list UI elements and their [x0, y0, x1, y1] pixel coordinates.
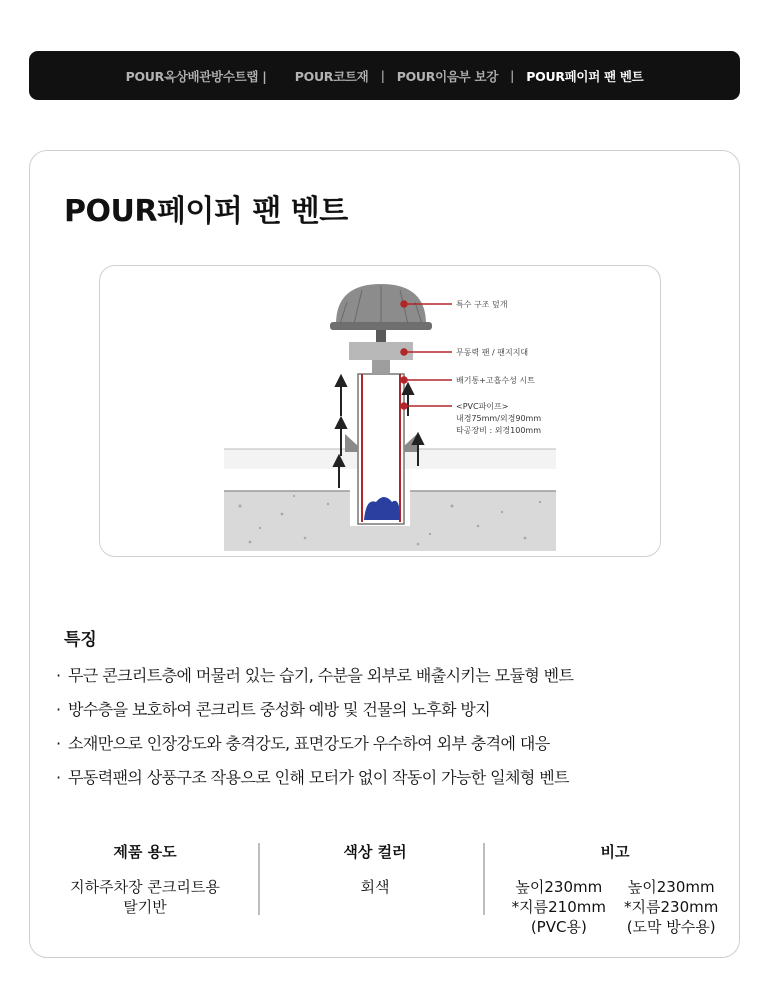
- feature-text: 무근 콘크리트층에 머물러 있는 습기, 수분을 외부로 배출시키는 모듈형 벤트: [68, 666, 574, 685]
- remark-diameter: *지름230mm: [624, 898, 719, 916]
- spec-remarks: [490, 837, 740, 937]
- flange-left: [345, 434, 358, 452]
- spec-table: [30, 837, 741, 947]
- list-item: [56, 727, 573, 761]
- remark-type: (PVC용): [530, 918, 587, 936]
- spec-color-head: 색상 컬러: [343, 843, 407, 861]
- bullet: ·: [56, 666, 61, 685]
- nav-separator: |: [510, 68, 515, 83]
- spec-usage-line2: 탈기반: [123, 898, 167, 916]
- label-pipe-title: <PVC파이프>: [456, 402, 509, 411]
- feature-text: 무동력팬의 상풍구조 작용으로 인해 모터가 없이 작동이 가능한 일체형 벤트: [68, 768, 569, 787]
- remark-pvc: [512, 877, 606, 937]
- remark-type: (도막 방수용): [626, 918, 716, 936]
- nav-item-paper-fan-vent[interactable]: POUR페이퍼 팬 벤트: [526, 68, 644, 84]
- label-pipe-size: 내경75mm/외경90mm: [456, 414, 542, 423]
- spec-usage-head: 제품 용도: [113, 843, 177, 861]
- bullet: ·: [56, 768, 61, 787]
- remark-coating: [624, 877, 718, 937]
- feature-text: 소재만으로 인장강도와 충격강도, 표면강도가 우수하여 외부 충격에 대응: [68, 734, 550, 753]
- features-list: [56, 659, 573, 795]
- vent-cross-section-diagram: [100, 266, 661, 557]
- label-cover: 특수 구조 덮개: [456, 300, 508, 309]
- spec-color-value: 회색: [360, 878, 390, 896]
- nav-item-trap[interactable]: POUR옥상배관방수트랩 |: [125, 68, 267, 84]
- nav-item-coat[interactable]: POUR코트재: [294, 68, 369, 84]
- product-title: POUR페이퍼 팬 벤트: [64, 194, 348, 229]
- fan-shaft: [372, 360, 390, 374]
- label-drill-size: 타공장비 : 외경100mm: [456, 426, 542, 435]
- features-heading: 특징: [64, 630, 97, 650]
- spec-remarks-head: 비고: [600, 843, 630, 861]
- remark-height: 높이230mm: [627, 878, 715, 896]
- remark-diameter: *지름210mm: [511, 898, 606, 916]
- remark-height: 높이230mm: [515, 878, 603, 896]
- product-card: [29, 150, 740, 958]
- list-item: [56, 659, 573, 693]
- bullet: ·: [56, 700, 61, 719]
- nav-item-joint[interactable]: POUR이음부 보강: [396, 68, 499, 84]
- spec-usage-line1: 지하주차장 콘크리트용: [70, 878, 220, 896]
- spec-divider: [258, 843, 260, 915]
- bullet: ·: [56, 734, 61, 753]
- list-item: [56, 693, 573, 727]
- spec-divider: [483, 843, 485, 915]
- spec-usage: [40, 837, 250, 917]
- nav-separator: |: [380, 68, 385, 83]
- product-diagram: [99, 265, 661, 557]
- list-item: [56, 761, 573, 795]
- spec-color: [270, 837, 480, 897]
- label-sheet: 배기통+고흡수성 시트: [456, 376, 535, 385]
- top-navigation: [29, 51, 740, 100]
- feature-text: 방수층을 보호하여 콘크리트 중성화 예방 및 건물의 노후화 방지: [68, 700, 491, 719]
- label-fan: 무동력 팬 / 팬지지대: [456, 348, 529, 357]
- cap-stem: [376, 330, 386, 342]
